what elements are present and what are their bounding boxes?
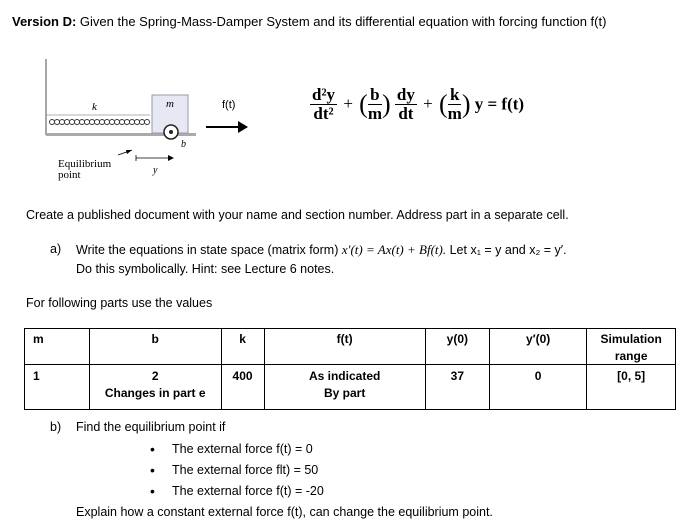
differential-equation: $\frac{\text{d²y}}{\text{dt²}}$ + ( $\frac{b}{m}$ ) $\frac{dy}{dt}$ + ( $\frac{k}{m}$ ) y = f(t) (312, 85, 525, 123)
first-derivative: $\frac{dy}{dt}$ (396, 85, 415, 123)
part-b-explain: Explain how a constant external force f(t), can change the equilibrium point. (76, 505, 493, 519)
part-a-label: a) (50, 242, 62, 256)
list-item: • The external force f(t) = 0 (172, 442, 313, 456)
table-header-row (25, 329, 676, 365)
spring-mass-damper-diagram (40, 55, 255, 185)
cell-f: As indicated By part (264, 365, 425, 410)
header-simulation: Simulation range (587, 329, 676, 365)
list-item: • The external force f(t) = -20 (172, 484, 324, 498)
part-b-title: Find the equilibrium point if (76, 420, 226, 434)
axis-label: y (153, 165, 158, 176)
values-table (24, 328, 676, 410)
stiffness-coefficient: $\frac{k}{m}$ (447, 85, 462, 123)
title-text: Given the Spring-Mass-Damper System and its differential equation with forcing function f(t) (79, 14, 607, 29)
spring-label: k (92, 101, 97, 113)
following-parts-label: For following parts use the values (26, 296, 213, 310)
state-space-equation: x′(t) = Ax(t) + Bf(t). (341, 242, 447, 257)
cell-yp0: 0 (489, 365, 586, 410)
part-b-label: b) (50, 420, 62, 434)
cell-k: 400 (221, 365, 264, 410)
cell-m: 1 (25, 365, 90, 410)
equilibrium-label: Equilibrium (58, 158, 112, 170)
equilibrium-label-line2: point (58, 169, 81, 181)
header-m: m (25, 329, 90, 365)
header-yp0: y′(0) (489, 329, 586, 365)
header-f: f(t) (264, 329, 425, 365)
version-label: Version D: (12, 14, 77, 29)
second-derivative: $\frac{\text{d²y}}{\text{dt²}}$ (312, 85, 336, 123)
create-document-instruction: Create a published document with your name and section number. Address part in a separate cell. (26, 208, 569, 222)
cell-b: 2 Changes in part e (89, 365, 221, 410)
table-row (25, 365, 676, 410)
header-b: b (89, 329, 221, 365)
mass-label: m (166, 98, 174, 110)
list-item: • The external force flt) = 50 (172, 463, 318, 477)
damper-label: b (181, 139, 186, 150)
equation-rhs: y = f(t) (474, 94, 525, 114)
spring (50, 120, 150, 125)
cell-simulation: [0, 5] (587, 365, 676, 410)
part-a-line2: Do this symbolically. Hint: see Lecture 6 notes. (76, 262, 335, 276)
damping-coefficient: $\frac{b}{m}$ (367, 85, 382, 123)
force-label: f(t) (222, 99, 236, 111)
cell-y0: 37 (425, 365, 489, 410)
header-y0: y(0) (425, 329, 489, 365)
header-k: k (221, 329, 264, 365)
page-title (12, 14, 606, 29)
part-a-line1: Write the equations in state space (matrix form) x′(t) = Ax(t) + Bf(t). Let x₁ = y and x₂ = y′. (76, 242, 567, 257)
